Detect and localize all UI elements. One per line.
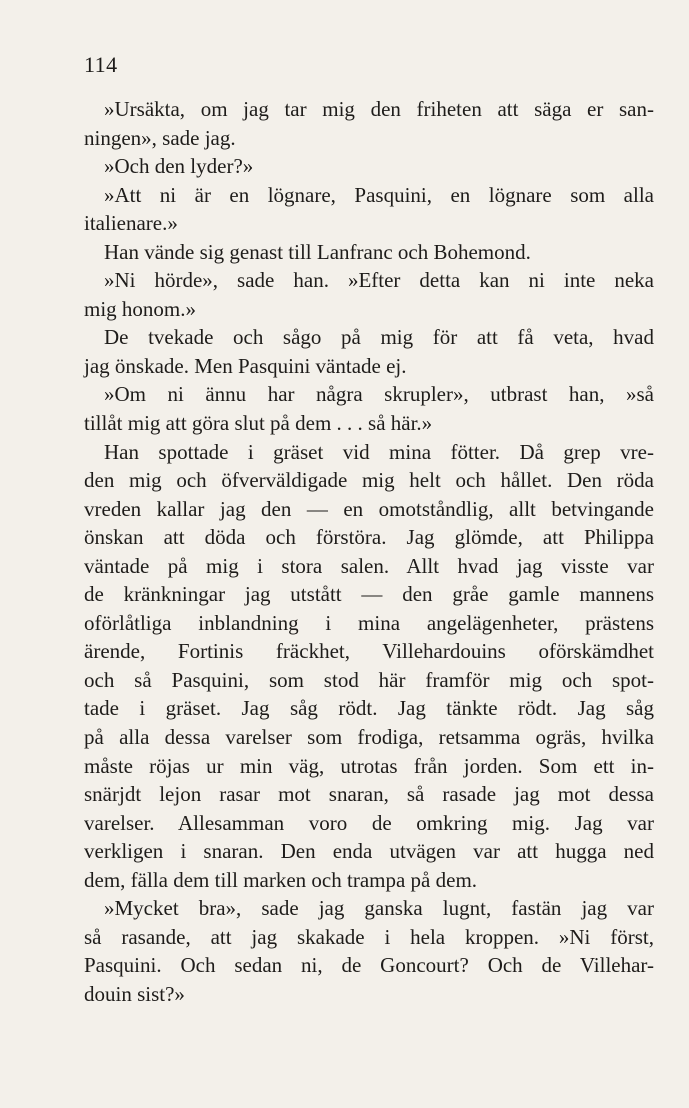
text-line: »Om ni ännu har några skrupler», utbrast han, »så [104,382,654,407]
text-line: dem, fälla dem till marken och trampa på dem. [84,867,478,892]
text-line: De tvekade och sågo på mig för att få veta, hvad [104,325,654,350]
text-line: italienare.» [84,211,178,236]
text-line: tillåt mig att göra slut på dem . . . så här.» [84,411,433,436]
text-line: varelser. Allesamman voro de omkring mig. Jag var [84,810,654,835]
text-line: mig honom.» [84,296,197,321]
text-line: ningen», sade jag. [84,125,236,150]
text-line: önskan att döda och förstöra. Jag glömde, att Philippa [84,525,654,550]
text-line: på alla dessa varelser som frodiga, retsamma ogräs, hvilka [84,725,654,750]
text-line: »Mycket bra», sade jag ganska lugnt, fastän jag var [104,896,654,921]
text-line: måste röjas ur min väg, utrotas från jorden. Som ett in- [84,753,654,778]
text-line: väntade på mig i stora salen. Allt hvad jag visste var [84,553,654,578]
text-line: ärende, Fortinis fräckhet, Villehardouins oförskämdhet [84,639,654,664]
text-line: jag önskade. Men Pasquini väntade ej. [84,353,407,378]
text-line: oförlåtliga inblandning i mina angelägenheter, prästens [84,610,654,635]
text-line: snärjdt lejon rasar mot snaran, så rasade jag mot dessa [84,782,654,807]
text-line: och så Pasquini, som stod här framför mig och spot- [84,667,654,692]
text-line: den mig och öfverväldigade mig helt och hållet. Den röda [84,468,654,493]
text-line: »Att ni är en lögnare, Pasquini, en lögnare som alla [104,182,654,207]
text-line: Han vände sig genast till Lanfranc och Bohemond. [104,239,531,264]
text-line: de kränkningar jag utstått — den gråe gamle mannens [84,582,654,607]
text-line: vreden kallar jag den — en omotståndlig, allt betvingande [84,496,654,521]
text-line: tade i gräset. Jag såg rödt. Jag tänkte rödt. Jag såg [84,696,654,721]
text-line: »Och den lyder?» [104,154,254,179]
text-line: douin sist?» [84,981,185,1006]
text-line: verkligen i snaran. Den enda utvägen var att hugga ned [84,839,654,864]
text-line: »Ursäkta, om jag tar mig den friheten att säga er san- [104,97,654,121]
text-line: »Ni hörde», sade han. »Efter detta kan ni inte neka [104,268,654,293]
body-text [84,95,654,1009]
text-line: Pasquini. Och sedan ni, de Goncourt? Och de Villehar- [84,953,654,978]
page-number: 114 [84,52,118,77]
text-line: Han spottade i gräset vid mina fötter. Då grep vre- [104,439,654,464]
text-line: så rasande, att jag skakade i hela kroppen. »Ni först, [84,924,654,949]
